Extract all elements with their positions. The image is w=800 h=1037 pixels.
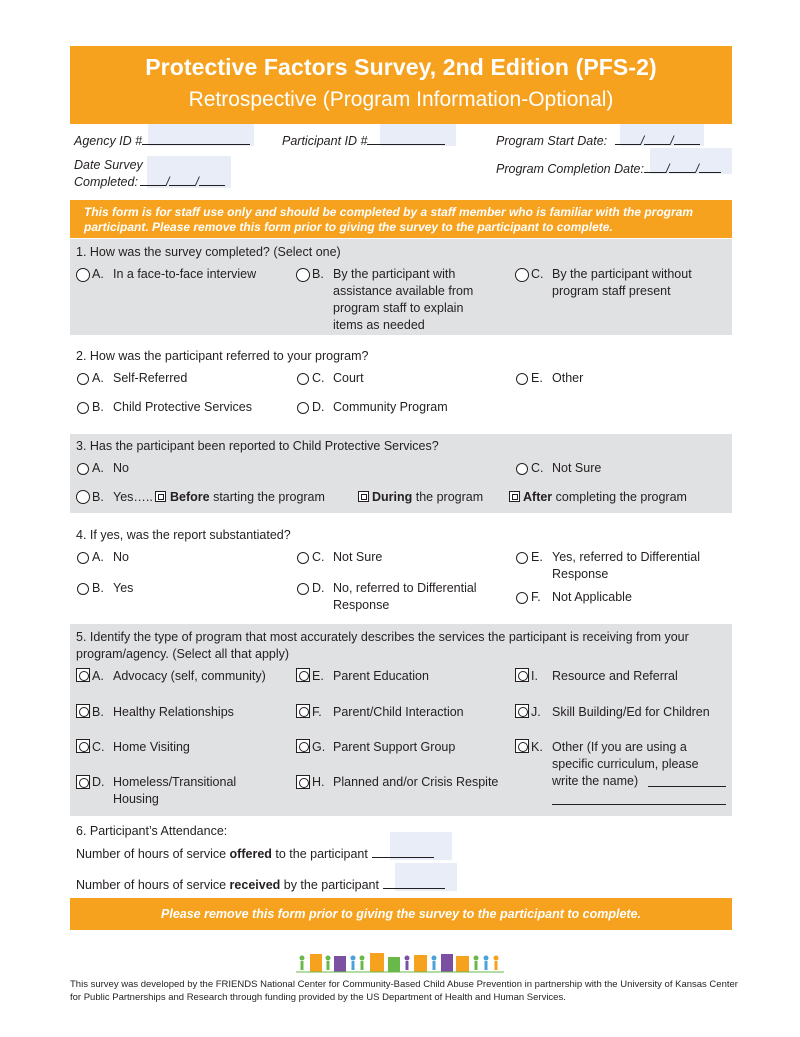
q5-option-j-checkbox[interactable] xyxy=(515,704,529,718)
q4-option-a-label: No xyxy=(113,550,129,564)
q2-option-b-label: Child Protective Services xyxy=(113,400,252,414)
footer-credit: This survey was developed by the FRIENDS National Center for Community-Based Child Abuse Prevention in partnership with the University of Kansas Center for Public Partnerships and Research through funding provided by the US Department of Health and Human Services. xyxy=(70,979,738,1003)
q4-option-c-letter: C. xyxy=(312,550,325,564)
q2-option-a-letter: A. xyxy=(92,371,104,385)
q2-option-a-label: Self-Referred xyxy=(113,371,188,385)
q4-option-f-radio[interactable] xyxy=(516,592,528,604)
q5-option-k-label: Other (If you are using a specific curriculum, please write the name) xyxy=(552,740,699,788)
staff-notice-text: This form is for staff use only and should be completed by a staff member who is familiar with the program participant. Please remove this form prior to giving the survey to the participant to complete. xyxy=(84,205,693,234)
q4-option-b-radio[interactable] xyxy=(77,583,89,595)
q3-option-a-label: No xyxy=(113,461,129,475)
q5-option-h-letter: H. xyxy=(312,775,325,789)
q3-after-checkbox[interactable] xyxy=(509,491,520,502)
q1-option-c-label: By the participant without program staff present xyxy=(552,267,692,298)
program-start-row: Program Start Date: / / xyxy=(496,132,700,148)
hours-offered-row: Number of hours of service offered to the participant xyxy=(76,845,434,863)
q3-during-text: During the program xyxy=(372,490,484,504)
q2-option-e-radio[interactable] xyxy=(516,373,528,385)
q4-option-b-label: Yes xyxy=(113,581,134,595)
q3-option-c-label: Not Sure xyxy=(552,461,602,475)
q5-option-b-checkbox[interactable] xyxy=(76,704,90,718)
q2-option-a-radio[interactable] xyxy=(77,373,89,385)
q5-other-name-line-1[interactable] xyxy=(648,786,726,787)
q3-before-text: Before starting the program xyxy=(170,490,325,504)
q5-option-a-letter: A. xyxy=(92,669,104,683)
q5-option-k-checkbox[interactable] xyxy=(515,739,529,753)
q5-option-c-letter: C. xyxy=(92,740,105,754)
q3-option-c-radio[interactable] xyxy=(516,463,528,475)
q5-option-b-label: Healthy Relationships xyxy=(113,705,234,719)
q5-option-d-letter: D. xyxy=(92,775,105,789)
q1-option-a-label: In a face-to-face interview xyxy=(113,267,257,281)
q2-option-d-letter: D. xyxy=(312,400,325,414)
q5-option-g-letter: G. xyxy=(312,740,326,754)
q1-option-b-radio[interactable] xyxy=(296,268,310,282)
q5-option-i-letter: I. xyxy=(531,669,538,683)
q1-option-b-label: By the participant with assistance available from program staff to explain items as needed xyxy=(333,267,474,332)
hours-received-field[interactable] xyxy=(383,876,445,889)
q5-option-h-label: Planned and/or Crisis Respite xyxy=(333,775,499,789)
date-survey-row: Date Survey Completed: / / xyxy=(74,158,225,190)
q2-option-d-radio[interactable] xyxy=(297,402,309,414)
q5-option-e-letter: E. xyxy=(312,669,324,683)
participant-id-label: Participant ID # xyxy=(282,134,368,148)
form-subtitle: Retrospective (Program Information-Optional) xyxy=(188,88,614,111)
q5-option-c-label: Home Visiting xyxy=(113,740,190,754)
program-start-label: Program Start Date: xyxy=(496,134,608,148)
q4-option-d-letter: D. xyxy=(312,581,325,595)
q2-option-c-radio[interactable] xyxy=(297,373,309,385)
q3-option-b-radio[interactable] xyxy=(76,490,90,504)
question-6-text: 6. Participant’s Attendance: xyxy=(76,824,228,838)
q1-option-c-letter: C. xyxy=(531,267,544,281)
friends-logo-icon xyxy=(296,950,504,974)
q2-option-e-label: Other xyxy=(552,371,584,385)
q5-option-d-label: Homeless/Transitional Housing xyxy=(113,775,237,806)
q1-option-a-radio[interactable] xyxy=(76,268,90,282)
q4-option-f-letter: F. xyxy=(531,590,541,604)
q2-option-b-radio[interactable] xyxy=(77,402,89,414)
q3-option-a-letter: A. xyxy=(92,461,104,475)
question-4-text: 4. If yes, was the report substantiated? xyxy=(76,528,291,542)
q1-option-b-letter: B. xyxy=(312,267,324,281)
remove-form-text: Please remove this form prior to giving the survey to the participant to complete. xyxy=(161,907,641,921)
q3-option-a-radio[interactable] xyxy=(77,463,89,475)
q3-during-checkbox[interactable] xyxy=(358,491,369,502)
q5-option-f-checkbox[interactable] xyxy=(296,704,310,718)
q5-option-g-checkbox[interactable] xyxy=(296,739,310,753)
q4-option-c-label: Not Sure xyxy=(333,550,383,564)
agency-id-row xyxy=(74,132,250,148)
q3-option-b-label: Yes….. xyxy=(113,490,153,504)
q5-option-a-label: Advocacy (self, community) xyxy=(113,669,266,683)
q4-option-e-letter: E. xyxy=(531,550,543,564)
q4-option-c-radio[interactable] xyxy=(297,552,309,564)
q4-option-d-label: No, referred to Differential Response xyxy=(333,581,477,612)
agency-id-label: Agency ID # xyxy=(74,134,143,148)
hours-received-row: Number of hours of service received by the participant xyxy=(76,876,445,894)
question-3-text: 3. Has the participant been reported to Child Protective Services? xyxy=(76,439,439,453)
q1-option-a-letter: A. xyxy=(92,267,104,281)
remove-form-banner xyxy=(70,898,732,930)
q2-option-e-letter: E. xyxy=(531,371,543,385)
q5-option-i-label: Resource and Referral xyxy=(552,669,678,683)
q5-option-j-label: Skill Building/Ed for Children xyxy=(552,705,710,719)
q5-option-d-checkbox[interactable] xyxy=(76,775,90,789)
staff-notice-banner xyxy=(70,200,732,238)
program-completion-row: Program Completion Date: / / xyxy=(496,160,721,176)
program-completion-label: Program Completion Date: xyxy=(496,162,644,176)
date-survey-label-2: Completed: xyxy=(74,175,138,189)
q2-option-b-letter: B. xyxy=(92,400,104,414)
q2-option-d-label: Community Program xyxy=(333,400,448,414)
q4-option-a-letter: A. xyxy=(92,550,104,564)
q5-option-a-checkbox[interactable] xyxy=(76,668,90,682)
q4-option-f-label: Not Applicable xyxy=(552,590,632,604)
q3-option-c-letter: C. xyxy=(531,461,544,475)
q3-after-text: After completing the program xyxy=(523,490,687,504)
q4-option-b-letter: B. xyxy=(92,581,104,595)
question-2-text: 2. How was the participant referred to your program? xyxy=(76,349,369,363)
q1-option-c-radio[interactable] xyxy=(515,268,529,282)
q5-option-h-checkbox[interactable] xyxy=(296,775,310,789)
q5-option-f-label: Parent/Child Interaction xyxy=(333,705,464,719)
q5-option-e-label: Parent Education xyxy=(333,669,429,683)
date-survey-label: Date Survey xyxy=(74,158,143,172)
q5-other-name-line-2[interactable] xyxy=(552,804,726,805)
form-title: Protective Factors Survey, 2nd Edition (PFS-2) xyxy=(145,54,657,80)
q5-option-b-letter: B. xyxy=(92,705,104,719)
q3-before-checkbox[interactable] xyxy=(155,491,166,502)
hours-offered-field[interactable] xyxy=(372,845,434,858)
form-header xyxy=(70,46,732,124)
q5-option-k-letter: K. xyxy=(531,740,543,754)
q5-option-i-checkbox[interactable] xyxy=(515,668,529,682)
q5-option-f-letter: F. xyxy=(312,705,322,719)
q5-option-e-checkbox[interactable] xyxy=(296,668,310,682)
q3-option-b-letter: B. xyxy=(92,490,104,504)
q4-option-e-radio[interactable] xyxy=(516,552,528,564)
q5-option-j-letter: J. xyxy=(531,705,541,719)
q2-option-c-label: Court xyxy=(333,371,364,385)
question-1-text: 1. How was the survey completed? (Select one) xyxy=(76,245,341,259)
q2-option-c-letter: C. xyxy=(312,371,325,385)
question-5-text: 5. Identify the type of program that most accurately describes the services the participant is receiving from your program/agency. (Select all that apply) xyxy=(76,630,689,661)
q4-option-a-radio[interactable] xyxy=(77,552,89,564)
q5-option-g-label: Parent Support Group xyxy=(333,740,456,754)
q4-option-d-radio[interactable] xyxy=(297,583,309,595)
participant-id-row xyxy=(282,132,445,148)
q4-option-e-label: Yes, referred to Differential Response xyxy=(552,550,700,581)
q5-option-c-checkbox[interactable] xyxy=(76,739,90,753)
